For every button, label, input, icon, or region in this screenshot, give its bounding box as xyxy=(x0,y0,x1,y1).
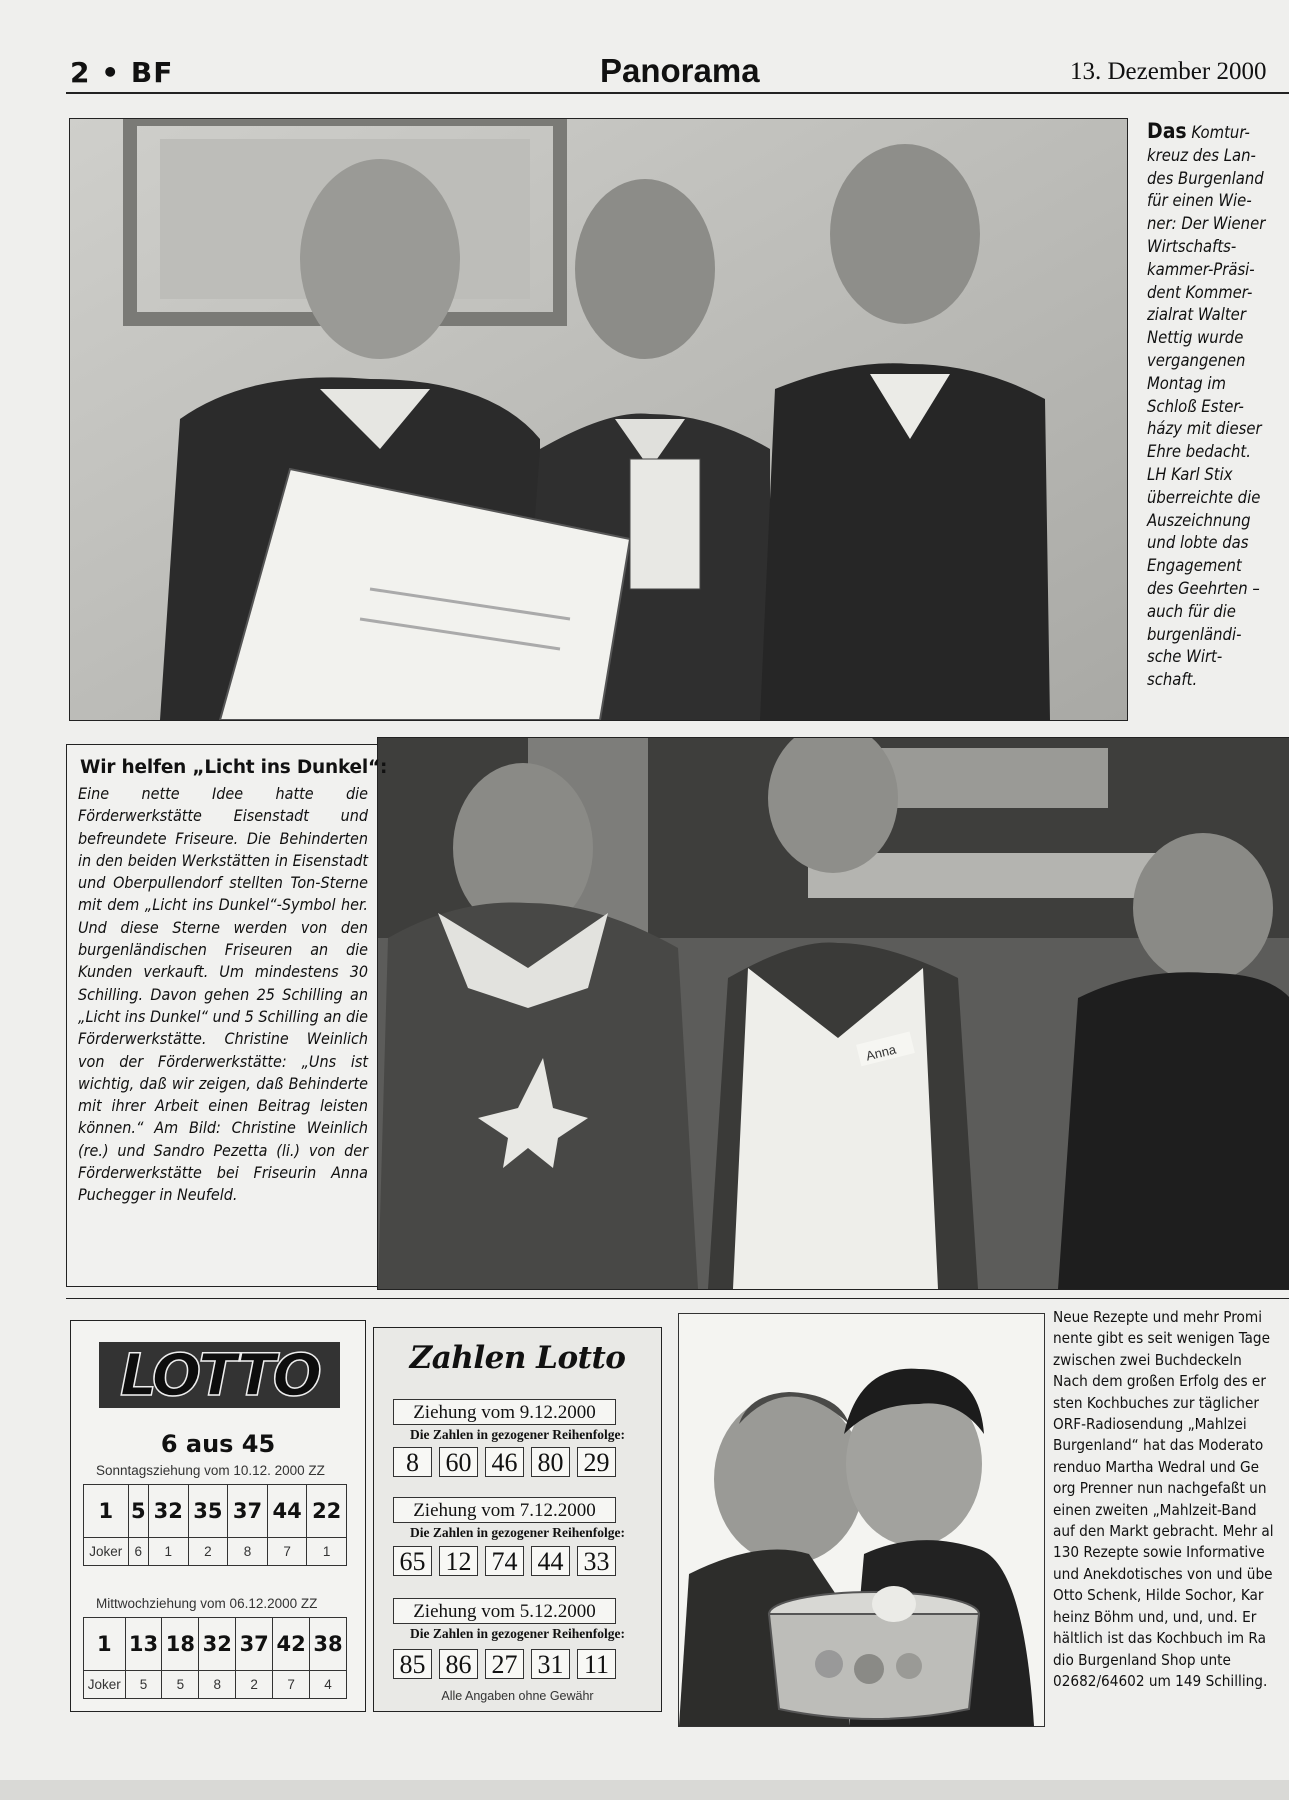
joker-digit: 2 xyxy=(236,1671,273,1699)
hairdresser-photo xyxy=(377,737,1289,1290)
lotto-number: 37 xyxy=(228,1485,268,1538)
caption-line: und Anekdotisches von und übe xyxy=(1053,1564,1273,1583)
zahlenlotto-number: 31 xyxy=(531,1649,570,1679)
caption-line: hältlich ist das Kochbuch im Ra xyxy=(1053,1629,1266,1648)
joker-digit: 5 xyxy=(162,1671,199,1699)
caption-line: für einen Wie- xyxy=(1147,191,1252,211)
caption-line: Nettig wurde xyxy=(1147,328,1244,348)
caption-line: 02682/64602 um 149 Schilling. xyxy=(1053,1671,1268,1690)
caption-line: Nach dem großen Erfolg des er xyxy=(1053,1372,1266,1391)
zahlenlotto-draw-date: Ziehung vom 5.12.2000 xyxy=(393,1598,616,1624)
caption-line: überreichte die xyxy=(1147,487,1261,507)
lotto-number: 32 xyxy=(149,1485,189,1538)
zahlenlotto-number: 44 xyxy=(531,1546,570,1576)
caption-line: ORF-Radiosendung „Mahlzei xyxy=(1053,1415,1247,1434)
joker-digit: 7 xyxy=(267,1538,307,1566)
zahlenlotto-draw-caption: Die Zahlen in gezogener Reihenfolge: xyxy=(410,1626,625,1641)
lotto-number: 5 xyxy=(128,1485,148,1538)
lotto-results-table xyxy=(83,1484,347,1566)
lotto-draw-label: Sonntagsziehung vom 10.12. 2000 ZZ xyxy=(96,1463,325,1478)
caption-line: házy mit dieser xyxy=(1147,419,1262,439)
lichtinsdunkel-headline: Wir helfen „Licht ins Dunkel“: xyxy=(80,757,388,778)
joker-digit: 1 xyxy=(307,1538,347,1566)
caption-line: des Geehrten – xyxy=(1147,578,1260,598)
caption-line: org Prenner nun nachgefaßt un xyxy=(1053,1479,1267,1498)
zahlenlotto-disclaimer: Alle Angaben ohne Gewähr xyxy=(441,1689,594,1703)
zahlenlotto-number: 85 xyxy=(393,1649,432,1679)
zahlenlotto-draw-caption: Die Zahlen in gezogener Reihenfolge: xyxy=(410,1427,625,1442)
zahlenlotto-draw-date: Ziehung vom 9.12.2000 xyxy=(393,1399,616,1425)
section-rule xyxy=(66,1298,1289,1299)
joker-digit: 5 xyxy=(125,1671,162,1699)
joker-digit: 7 xyxy=(273,1671,310,1699)
caption-line: nente gibt es seit wenigen Tage xyxy=(1053,1329,1270,1348)
caption-line: Wirtschafts- xyxy=(1147,236,1237,256)
zahlenlotto-number: 46 xyxy=(485,1447,524,1477)
zahlenlotto-number: 60 xyxy=(439,1447,478,1477)
joker-digit: 8 xyxy=(199,1671,236,1699)
lotto-zusatzzahl: 38 xyxy=(310,1618,347,1671)
zahlenlotto-logo: Zahlen Lotto xyxy=(409,1340,626,1376)
lotto-number: 42 xyxy=(273,1618,310,1671)
caption-line: heinz Böhm und, und, und. Er xyxy=(1053,1607,1257,1626)
caption-line: zialrat Walter xyxy=(1147,305,1246,325)
caption-line: dent Kommer- xyxy=(1147,282,1253,302)
caption-line: Otto Schenk, Hilde Sochor, Kar xyxy=(1053,1586,1264,1605)
lotto-draw-label: Mittwochziehung vom 06.12.2000 ZZ xyxy=(96,1596,318,1611)
zahlenlotto-number: 65 xyxy=(393,1546,432,1576)
lotto-number: 37 xyxy=(236,1618,273,1671)
caption-line: Montag im xyxy=(1147,373,1226,393)
zahlenlotto-number: 12 xyxy=(439,1546,478,1576)
caption-line: auf den Markt gebracht. Mehr al xyxy=(1053,1522,1274,1541)
lotto-logo-text: LOTTO xyxy=(120,1341,319,1409)
zahlenlotto-draw-date: Ziehung vom 7.12.2000 xyxy=(393,1497,616,1523)
lotto-number: 18 xyxy=(162,1618,199,1671)
cookbook-photo xyxy=(678,1313,1045,1727)
zahlenlotto-number: 74 xyxy=(485,1546,524,1576)
page-bottom-edge xyxy=(0,1780,1289,1800)
caption-line: renduo Martha Wedral und Ge xyxy=(1053,1457,1260,1476)
lotto-zusatzzahl: 22 xyxy=(307,1485,347,1538)
joker-digit: 6 xyxy=(128,1538,148,1566)
zahlenlotto-number: 11 xyxy=(577,1649,616,1679)
lotto-subtitle: 6 aus 45 xyxy=(160,1430,276,1458)
caption-lead: Das xyxy=(1147,119,1187,143)
joker-label: Joker xyxy=(84,1671,126,1699)
name-tag: Anna xyxy=(864,1041,898,1064)
caption-line: des Burgenland xyxy=(1147,168,1264,188)
zahlenlotto-number: 8 xyxy=(393,1447,432,1477)
zahlenlotto-number: 27 xyxy=(485,1649,524,1679)
joker-label: Joker xyxy=(84,1538,129,1566)
lotto-logo xyxy=(99,1342,340,1408)
caption-line: schaft. xyxy=(1147,670,1198,690)
lotto-number: 35 xyxy=(188,1485,228,1538)
lotto-number: 44 xyxy=(267,1485,307,1538)
zahlenlotto-number: 86 xyxy=(439,1649,478,1679)
award-caption xyxy=(1147,120,1287,692)
caption-line: Engagement xyxy=(1147,556,1242,576)
caption-line: ner: Der Wiener xyxy=(1147,214,1266,234)
header-rule xyxy=(66,92,1289,94)
lotto-results-table xyxy=(83,1617,347,1699)
caption-line: Schloß Ester- xyxy=(1147,396,1244,416)
caption-line: sche Wirt- xyxy=(1147,647,1223,667)
caption-line: 130 Rezepte sowie Informative xyxy=(1053,1543,1265,1562)
caption-line: Ehre bedacht. xyxy=(1147,442,1251,462)
zahlenlotto-number: 29 xyxy=(577,1447,616,1477)
caption-line: Komtur- xyxy=(1191,123,1250,142)
lotto-number: 32 xyxy=(199,1618,236,1671)
lotto-number: 1 xyxy=(84,1618,126,1671)
lotto-number: 13 xyxy=(125,1618,162,1671)
caption-line: kammer-Präsi- xyxy=(1147,259,1255,279)
section-title: Panorama xyxy=(600,52,760,89)
issue-date: 13. Dezember 2000 xyxy=(1070,58,1267,85)
caption-line: dio Burgenland Shop unte xyxy=(1053,1650,1231,1669)
caption-line: burgenländi- xyxy=(1147,624,1242,644)
lichtinsdunkel-caption: Eine nette Idee hatte die Förderwerkstätte Eisenstadt und befreundete Friseure. Die Behinderten in den beiden Werkstätten in Eisenstadt und Oberpullendorf stellten Ton-Sterne mit dem „Licht ins Dunkel“-Symbol her. Und diese Sterne werden von den burgenländischen Friseuren an die Kunden verkauft. Um mindestens 30 Schilling. Davon gehen 25 Schilling an „Licht ins Dunkel“ und 5 Schilling an die Förderwerkstätte. Christine Weinlich von der Förderwerkstätte: „Uns ist wichtig, daß wir zeigen, daß Behinderte mit ihrer Arbeit einen Beitrag leisten können.“ Am Bild: Christine Weinlich (re.) und Sandro Pezetta (li.) von der Förderwerkstätte bei Friseurin Anna Puchegger in Neufeld. xyxy=(78,784,368,1205)
caption-line: einen zweiten „Mahlzeit-Band xyxy=(1053,1500,1257,1519)
lotto-number: 1 xyxy=(84,1485,129,1538)
zahlenlotto-draw-caption: Die Zahlen in gezogener Reihenfolge: xyxy=(410,1525,625,1540)
caption-line: Neue Rezepte und mehr Promi xyxy=(1053,1308,1263,1326)
zahlenlotto-number: 33 xyxy=(577,1546,616,1576)
caption-line: zwischen zwei Buchdeckeln xyxy=(1053,1350,1242,1369)
caption-line: Burgenland“ hat das Moderato xyxy=(1053,1436,1264,1455)
joker-digit: 4 xyxy=(310,1671,347,1699)
page-number: 2 • BF xyxy=(70,56,174,89)
joker-digit: 8 xyxy=(228,1538,268,1566)
caption-line: auch für die xyxy=(1147,601,1236,621)
joker-digit: 1 xyxy=(149,1538,189,1566)
caption-line: und lobte das xyxy=(1147,533,1249,553)
zahlenlotto-number: 80 xyxy=(531,1447,570,1477)
caption-line: vergangenen xyxy=(1147,350,1246,370)
award-ceremony-photo xyxy=(69,118,1128,721)
cookbook-caption xyxy=(1053,1307,1289,1692)
caption-line: kreuz des Lan- xyxy=(1147,145,1256,165)
joker-digit: 2 xyxy=(188,1538,228,1566)
caption-line: LH Karl Stix xyxy=(1147,464,1233,484)
caption-line: sten Kochbuches zur täglicher xyxy=(1053,1393,1259,1412)
caption-line: Auszeichnung xyxy=(1147,510,1251,530)
